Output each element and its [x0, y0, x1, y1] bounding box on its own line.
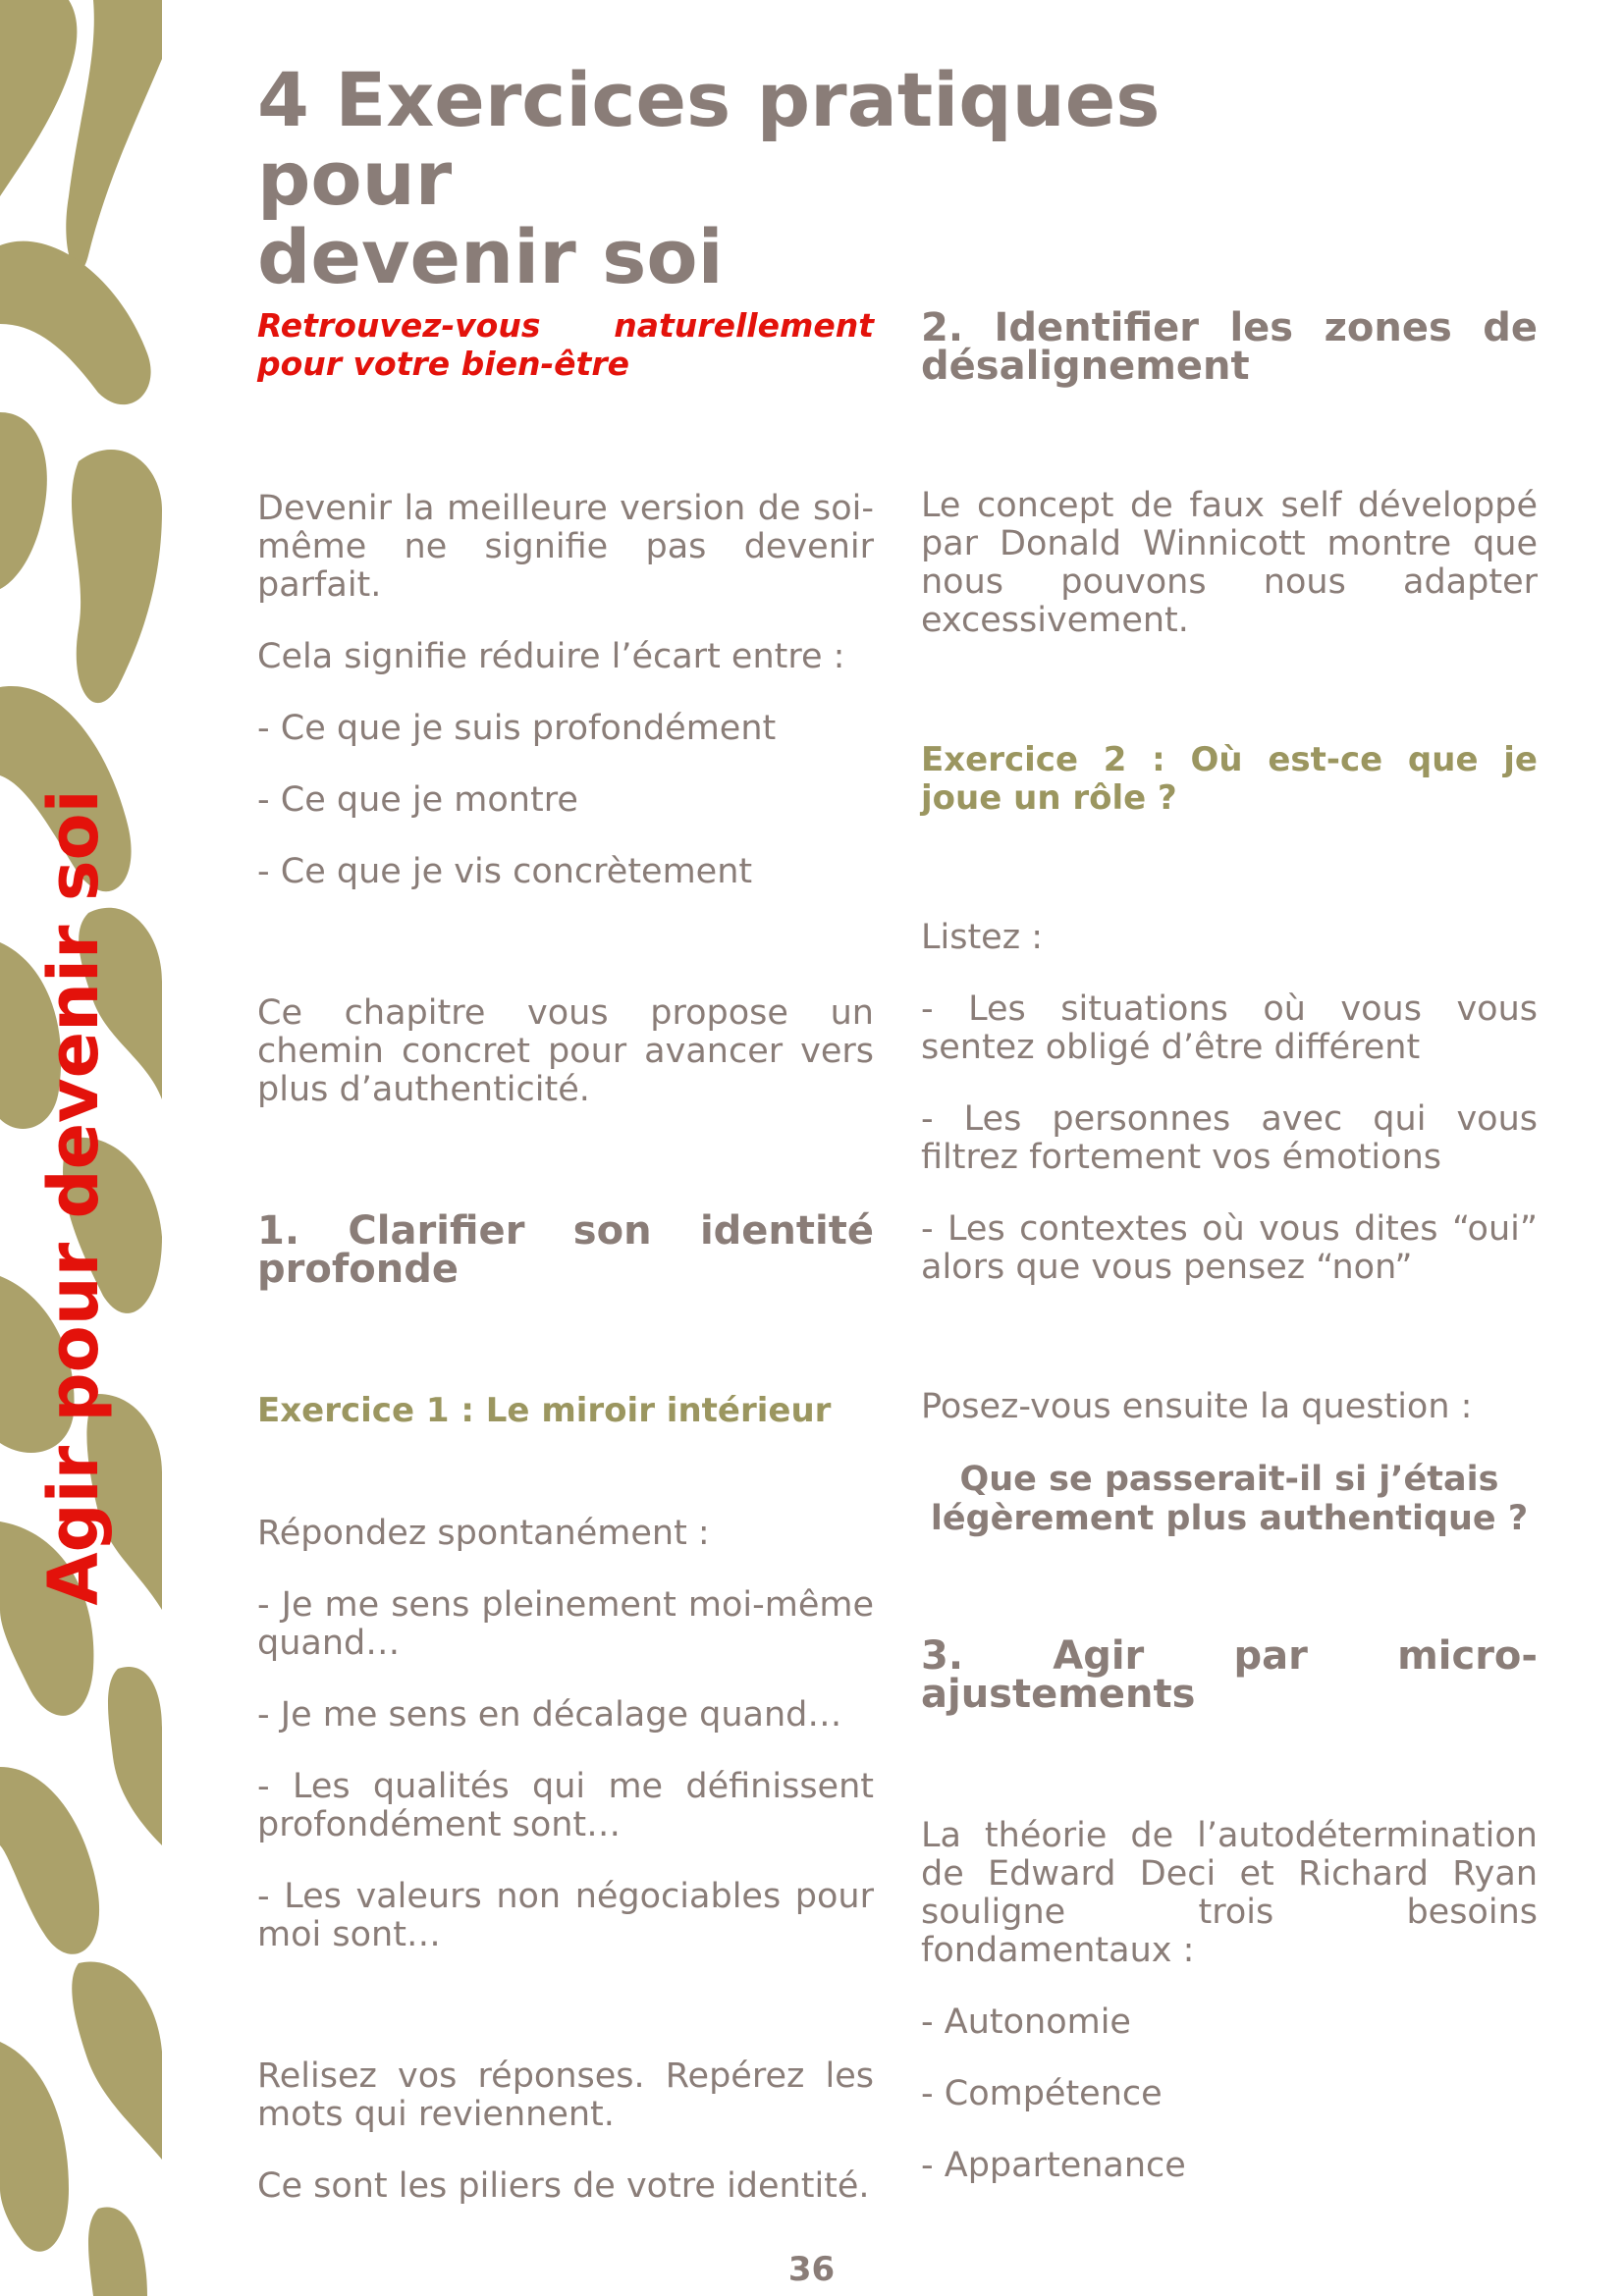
winnicott-paragraph: Le concept de faux self développé par Donald Winnicott montre que nous pouvons nous adapter excessivement. [921, 486, 1538, 640]
list-item: - Les personnes avec qui vous filtrez fortement vos émotions [921, 1099, 1538, 1177]
list-item: - Les contextes où vous dites “oui” alors que vous pensez “non” [921, 1209, 1538, 1287]
list-item: - Ce que je vis concrètement [257, 852, 753, 891]
list-item: - Je me sens pleinement moi-même quand… [257, 1585, 874, 1663]
list-item: - Les situations où vous vous sentez obligé d’être différent [921, 989, 1538, 1067]
section-2-heading: 2. Identifier les zones de désalignement [921, 305, 1538, 389]
list-item: - Ce que je suis profondément [257, 709, 777, 748]
list-intro-paragraph: Listez : [921, 918, 1044, 957]
sidebar-title: Agir pour devenir soi [33, 789, 114, 1606]
authenticity-question: Que se passerait-il si j’étais légèrement plus authentique ? [930, 1460, 1529, 1538]
self-determination-paragraph: La théorie de l’autodétermination de Edward Deci et Richard Ryan souligne trois besoins fondamentaux : [921, 1816, 1538, 1970]
intro-paragraph: Devenir la meilleure version de soi-même ne signifie pas devenir parfait. [257, 489, 874, 605]
page-number: 36 [787, 2250, 836, 2289]
gap-paragraph: Cela signifie réduire l’écart entre : [257, 637, 845, 676]
section-3-heading: 3. Agir par micro-ajustements [921, 1633, 1538, 1717]
question-intro-paragraph: Posez-vous ensuite la question : [921, 1387, 1473, 1426]
page-title-line-2: devenir soi [257, 213, 724, 300]
list-item: - Autonomie [921, 2002, 1131, 2042]
page-title [257, 56, 1337, 300]
list-item: - Ce que je montre [257, 780, 578, 820]
list-item: - Appartenance [921, 2146, 1186, 2185]
list-item: - Les qualités qui me définissent profondément sont… [257, 1767, 874, 1844]
list-item: - Les valeurs non négociables pour moi sont… [257, 1877, 874, 1954]
list-item: - Je me sens en décalage quand… [257, 1695, 842, 1735]
instruction-paragraph: Répondez spontanément : [257, 1514, 710, 1553]
review-paragraph: Relisez vos réponses. Repérez les mots qui reviennent. [257, 2056, 874, 2134]
right-column [921, 305, 1538, 2185]
tagline: Retrouvez-vous naturellement pour votre bien-être [257, 306, 874, 383]
left-column [257, 306, 874, 2206]
exercise-2-heading: Exercice 2 : Où est-ce que je joue un rôle ? [921, 740, 1538, 818]
page-title-line-1: 4 Exercices pratiques pour [257, 56, 1161, 222]
pillars-paragraph: Ce sont les piliers de votre identité. [257, 2166, 870, 2206]
list-item: - Compétence [921, 2074, 1163, 2113]
exercise-1-heading: Exercice 1 : Le miroir intérieur [257, 1391, 832, 1430]
section-1-heading: 1. Clarifier son identité profonde [257, 1208, 874, 1292]
chapter-paragraph: Ce chapitre vous propose un chemin concret pour avancer vers plus d’authenticité. [257, 993, 874, 1109]
